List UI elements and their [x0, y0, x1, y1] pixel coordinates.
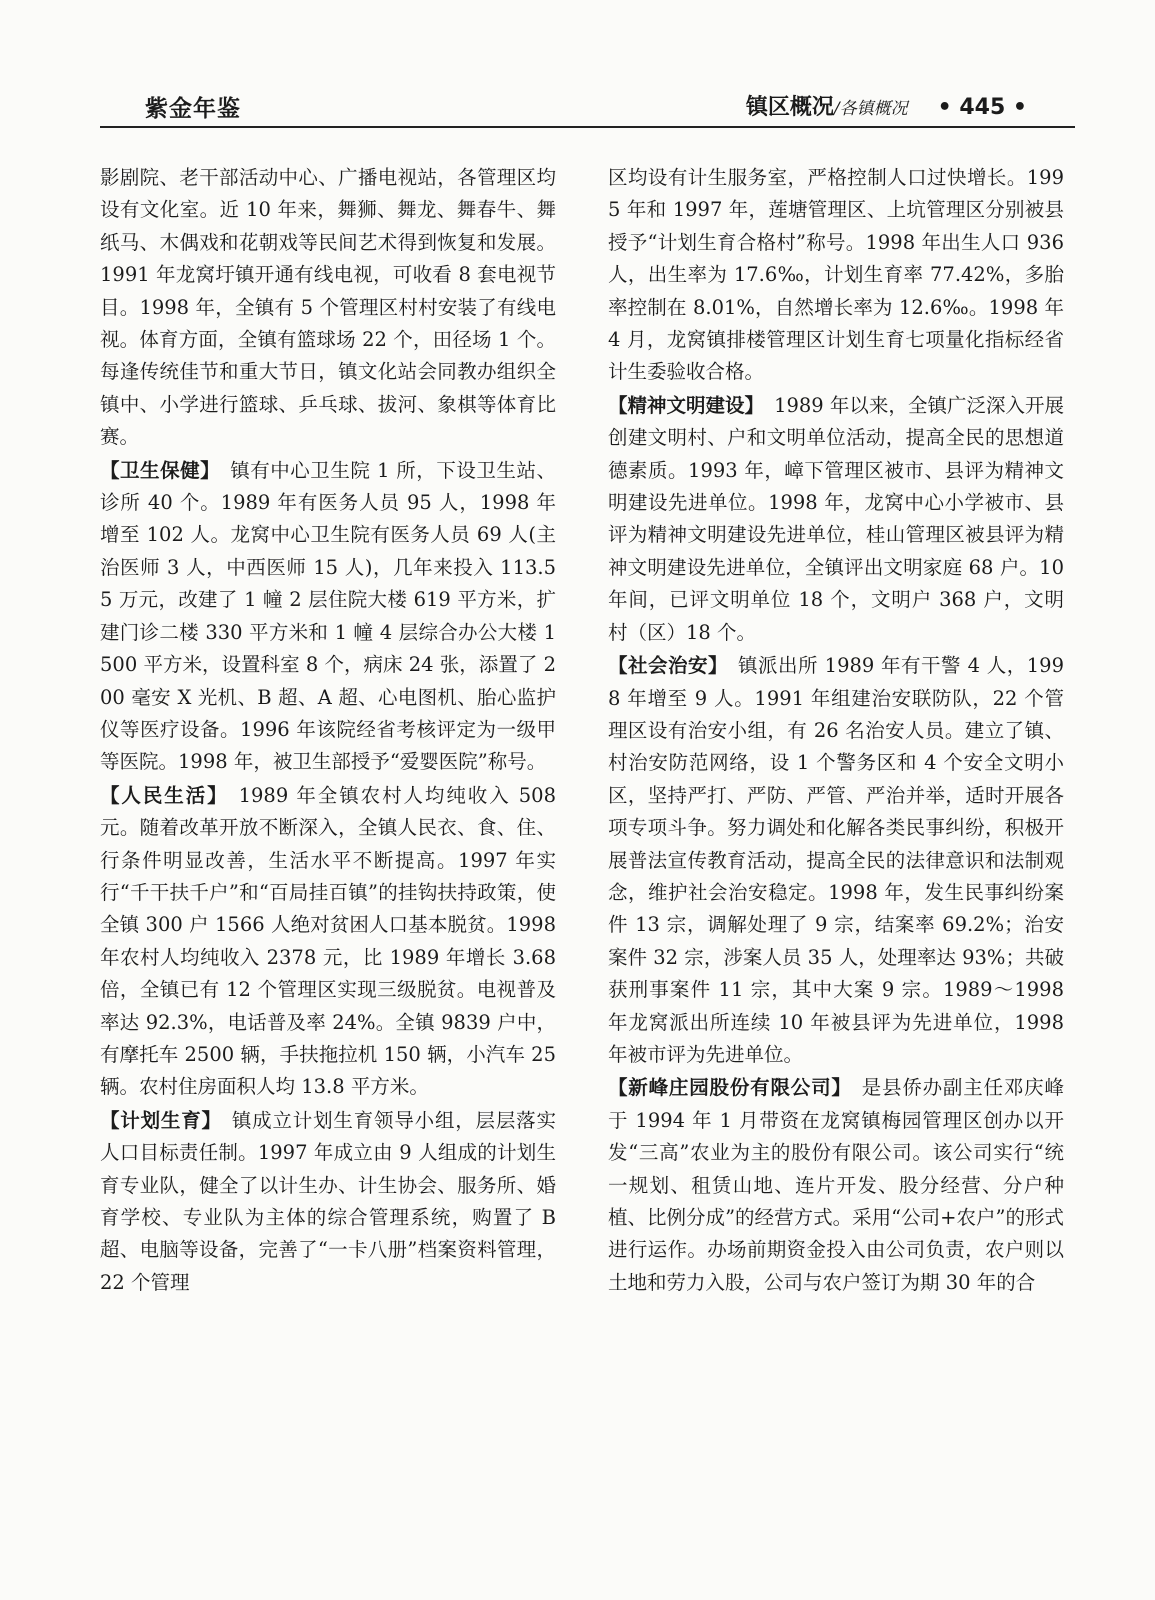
left-column	[100, 162, 556, 1300]
text-security: 镇派出所 1989 年有干警 4 人，1998 年增至 9 人。1991 年组建治安联防队，22 个管理区设有治安小组，有 26 名治安人员。建立了镇、村治安防范网络，设 1 个警务区和 4 个安全文明小区，坚持严打、严防、严管、严治并举，适时开展各项专项斗争。努力调处和化解各类民事纠纷，积极开展普法宣传教育活动，提高全民的法律意识和法制观念，维护社会治安稳定。1998 年，发生民事纠纷案件 13 宗，调解处理了 9 宗，结案率 69.2%；治安案件 32 宗，涉案人员 35 人，处理率达 93%；共破获刑事案件 11 宗，其中大案 9 宗。1989～1998 年龙窝派出所连续 10 年被县评为先进单位，1998 年被市评为先进单位。	[608, 654, 1064, 1066]
paragraph-security	[608, 650, 1064, 1071]
page-header	[100, 90, 1075, 130]
paragraph-family-planning	[100, 1105, 556, 1299]
heading-security: 【社会治安】	[608, 654, 728, 678]
text-family-planning: 镇成立计划生育领导小组，层层落实人口目标责任制。1997 年成立由 9 人组成的计划生育专业队，健全了以计生办、计生协会、服务所、婚育学校、专业队为主体的综合管理系统，购置了 B 超、电脑等设备，完善了“一卡八册”档案资料管理，22 个管理	[100, 1108, 556, 1294]
paragraph-civilization	[608, 390, 1064, 649]
header-right	[746, 90, 1027, 121]
right-column	[608, 162, 1064, 1300]
text-life: 1989 年全镇农村人均纯收入 508 元。随着改革开放不断深入，全镇人民衣、食、住、行条件明显改善，生活水平不断提高。1997 年实行“千干扶千户”和“百局挂百镇”的挂钩扶持政策，使全镇 300 户 1566 人绝对贫困人口基本脱贫。1998 年农村人均纯收入 2378 元，比 1989 年增长 3.68 倍，全镇已有 12 个管理区实现三级脱贫。电视普及率达 92.3%，电话普及率 24%。全镇 9839 户中，有摩托车 2500 辆，手扶拖拉机 150 辆，小汽车 25 辆。农村住房面积人均 13.8 平方米。	[100, 783, 556, 1099]
paragraph-culture: 影剧院、老干部活动中心、广播电视站，各管理区均设有文化室。近 10 年来，舞狮、舞龙、舞春牛、舞纸马、木偶戏和花朝戏等民间艺术得到恢复和发展。1991 年龙窝圩镇开通有线电视，可收看 8 套电视节目。1998 年，全镇有 5 个管理区村村安装了有线电视。体育方面，全镇有篮球场 22 个，田径场 1 个。每逢传统佳节和重大节日，镇文化站会同教办组织全镇中、小学进行篮球、乒乓球、拔河、象棋等体育比赛。	[100, 166, 556, 449]
paragraph-life	[100, 780, 556, 1104]
page-number: • 445 •	[937, 95, 1027, 120]
heading-civilization: 【精神文明建设】	[608, 393, 765, 417]
heading-family-planning: 【计划生育】	[100, 1108, 222, 1132]
section-name: 镇区概况	[745, 95, 834, 120]
paragraph-health	[100, 455, 556, 779]
heading-life: 【人民生活】	[100, 783, 229, 807]
paragraph-family-planning-cont: 区均设有计生服务室，严格控制人口过快增长。1995 年和 1997 年，莲塘管理区、上坑管理区分别被县授予“计划生育合格村”称号。1998 年出生人口 936 人，出生率为 17.6‰，计划生育率 77.42%，多胎率控制在 8.01%，自然增长率为 12.6‰。1998 年 4 月，龙窝镇排楼管理区计划生育七项量化指标经省计生委验收合格。	[608, 166, 1064, 384]
paragraph-company	[608, 1072, 1064, 1299]
text-company: 是县侨办副主任邓庆峰于 1994 年 1 月带资在龙窝镇梅园管理区创办以开发“三高”农业为主的股份有限公司。该公司实行“统一规划、租赁山地、连片开发、股分经营、分户种植、比例分成”的经营方式。采用“公司+农户”的形式进行运作。办场前期资金投入由公司负责，农户则以土地和劳力入股，公司与农户签订为期 30 年的合	[608, 1076, 1064, 1294]
book-title: 紫金年鉴	[145, 96, 241, 122]
text-health: 镇有中心卫生院 1 所，下设卫生站、诊所 40 个。1989 年有医务人员 95 人，1998 年增至 102 人。龙窝中心卫生院有医务人员 69 人(主治医师 3 人，中西医师 15 人)，几年来投入 113.55 万元，改建了 1 幢 2 层住院大楼 619 平方米，扩建门诊二楼 330 平方米和 1 幢 4 层综合办公大楼 1500 平方米，设置科室 8 个，病床 24 张，添置了 200 毫安 X 光机、B 超、A 超、心电图机、胎心监护仪等医疗设备。1996 年该院经省考核评定为一级甲等医院。1998 年，被卫生部授予“爱婴医院”称号。	[100, 458, 556, 774]
heading-health: 【卫生保健】	[100, 458, 221, 482]
subsection-name: /各镇概况	[833, 99, 908, 119]
text-civilization: 1989 年以来，全镇广泛深入开展创建文明村、户和文明单位活动，提高全民的思想道德素质。1993 年，嶂下管理区被市、县评为精神文明建设先进单位。1998 年，龙窝中心小学被市、县评为精神文明建设先进单位，桂山管理区被县评为精神文明建设先进单位，全镇评出文明家庭 68 户。10 年间，已评文明单位 18 个，文明户 368 户，文明村（区）18 个。	[608, 393, 1064, 644]
heading-company: 【新峰庄园股份有限公司】	[608, 1076, 852, 1100]
header-rule	[100, 126, 1075, 128]
